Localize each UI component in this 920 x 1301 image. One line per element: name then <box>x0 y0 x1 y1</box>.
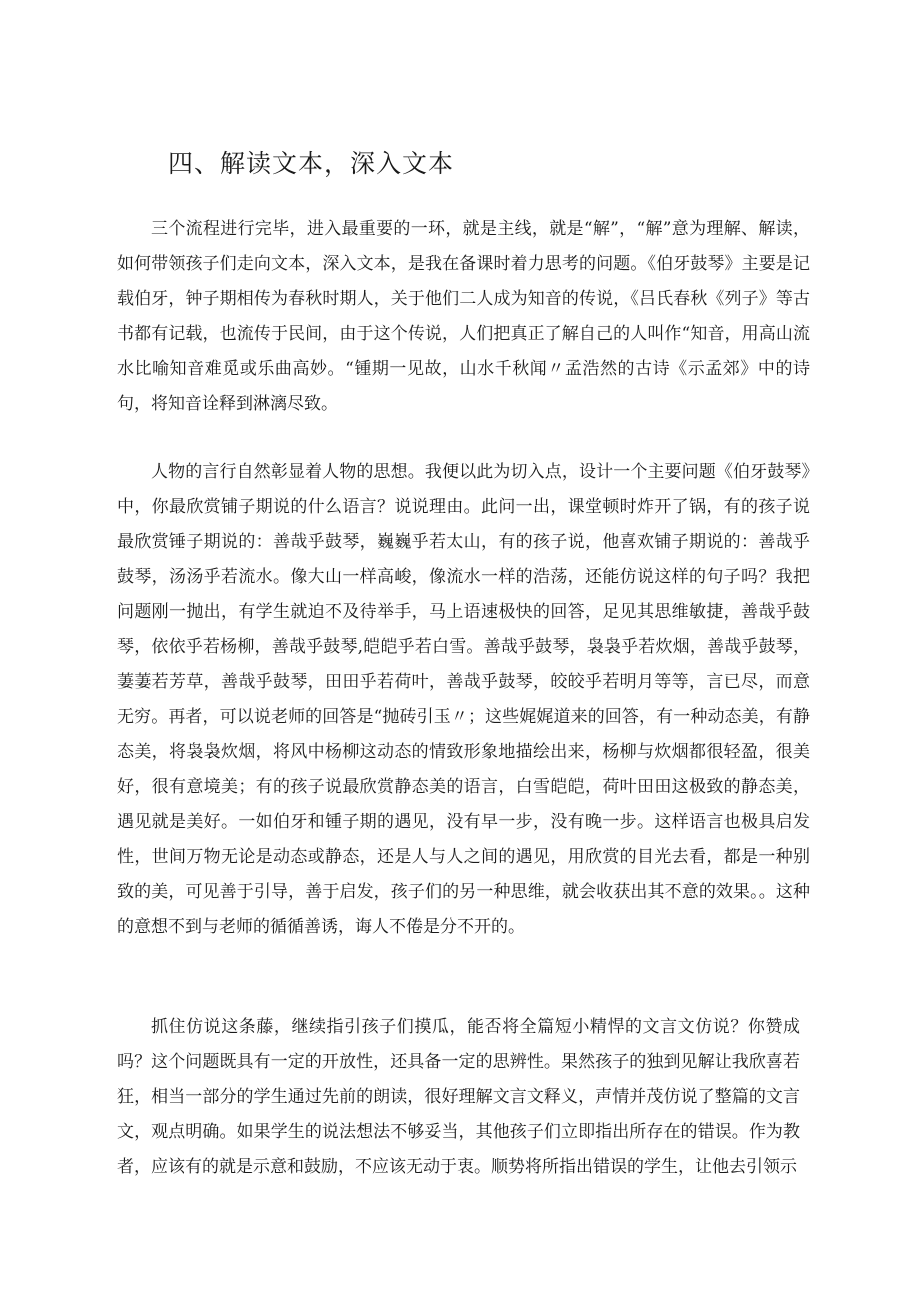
paragraph-1: 三个流程进行完毕，进入最重要的一环，就是主线，就是“解”，“解”意为理解、解读，如何带领孩子们走向文本，深入文本，是我在备课时着力思考的问题。《伯牙鼓琴》主要是记载伯牙，钟子期相传为春秋时期人，关于他们二人成为知音的传说，《吕氏春秋《列子》等古书都有记载，也流传于民间，由于这个传说，人们把真正了解自己的人叫作“知音，用高山流水比喻知音难觅或乐曲高妙。“锺期一见故，山水千秋闻〃孟浩然的古诗《示孟郊》中的诗句，将知音诠释到淋漓尽致。 <box>117 219 810 414</box>
section-heading: 四、解读文本，深入文本 <box>168 149 455 178</box>
paragraph-3: 抓住仿说这条藤，继续指引孩子们摸瓜，能否将全篇短小精悍的文言文仿说？你赞成吗？这个问题既具有一定的开放性，还具备一定的思辨性。果然孩子的独到见解让我欣喜若狂，相当一部分的学生通过先前的朗读，很好理解文言文释义，声情并茂仿说了整篇的文言文，观点明确。如果学生的说法想法不够妥当，其他孩子们立即指出所存在的错误。作为教者，应该有的就是示意和鼓励，不应该无动于衷。顺势将所指出错误的学生，让他去引领示 <box>117 1017 800 1177</box>
paragraph-2: 人物的言行自然彰显着人物的思想。我便以此为切入点，设计一个主要问题《伯牙鼓琴》中，你最欣赏铺子期说的什么语言？说说理由。此问一出，课堂顿时炸开了锅，有的孩子说最欣赏锤子期说的：善哉乎鼓琴，巍巍乎若太山，有的孩子说，他喜欢铺子期说的：善哉乎鼓琴，汤汤乎若流水。像大山一样高峻，像流水一样的浩荡，还能仿说这样的句子吗？我把问题刚一抛出，有学生就迫不及待举手，马上语速极快的回答，足见其思维敏捷，善哉乎鼓琴，依依乎若杨柳，善哉乎鼓琴,皑皑乎若白雪。善哉乎鼓琴，袅袅乎若炊烟，善哉乎鼓琴，萋萋若芳草，善哉乎鼓琴，田田乎若荷叶，善哉乎鼓琴，皎皎乎若明月等等，言已尽，而意无穷。再者，可以说老师的回答是“抛砖引玉〃；这些娓娓道来的回答，有一种动态美，有静态美，将袅袅炊烟，将风中杨柳这动态的情致形象地描绘出来，杨柳与炊烟都很轻盈，很美好，很有意境美；有的孩子说最欣赏静态美的语言，白雪皑皑，荷叶田田这极致的静态美，遇见就是美好。一如伯牙和锺子期的遇见，没有早一步，没有晚一步。这样语言也极具启发性，世间万物无论是动态或静态，还是人与人之间的遇见，用欣赏的目光去看，都是一种别致的美，可见善于引导，善于启发，孩子们的另一种思维，就会收获出其不意的效果。。这种的意想不到与老师的循循善诱，诲人不倦是分不开的。 <box>117 462 810 937</box>
